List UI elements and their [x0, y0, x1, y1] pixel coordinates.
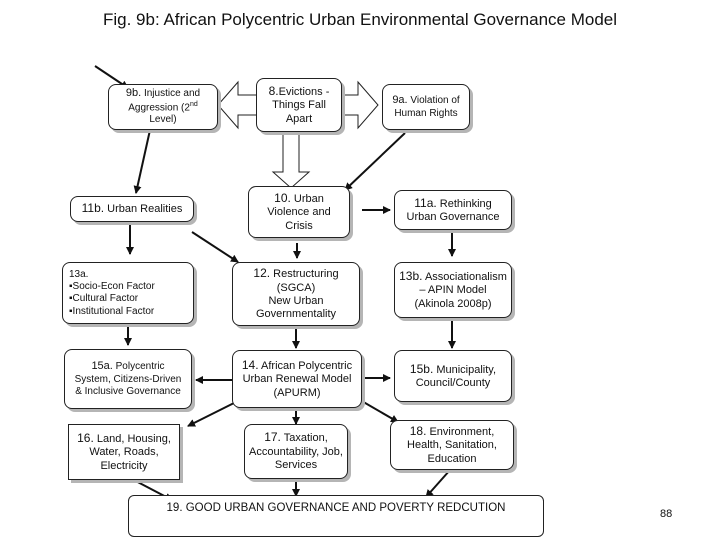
- node-8-text2: Things Fall Apart: [272, 99, 326, 125]
- node-18-text: Environment, Health, Sanitation, Education: [407, 425, 497, 465]
- node-9b-text2: Level): [149, 114, 177, 126]
- node-13b-text: Associationalism: [424, 270, 507, 283]
- node-14-num: 14.: [241, 357, 259, 372]
- node-9b-text: Injustice and Aggression (2: [128, 88, 201, 114]
- node-9a-text: Violation of Human Rights: [394, 95, 460, 119]
- figure-title: Fig. 9b: African Polycentric Urban Environmental Governance Model: [102, 10, 618, 29]
- node-15b-text: Municipality, Council/County: [415, 363, 497, 389]
- node-19-text: GOOD URBAN GOVERNANCE AND POVERTY REDCUTION: [185, 502, 506, 514]
- node-17-text: Taxation, Accountability, Job, Services: [249, 432, 343, 472]
- arrow-18-19: [426, 470, 450, 497]
- arrow-11b-12: [192, 232, 238, 262]
- node-14-text: African Polycentric Urban Renewal Model (APURM): [242, 359, 353, 399]
- node-11a-num: 11a.: [414, 195, 437, 210]
- node-13b-text2: – APIN Model: [419, 284, 487, 297]
- node-10-num: 10.: [274, 190, 291, 205]
- node-8-num: 8.: [268, 83, 279, 98]
- node-8-text: Evictions -: [278, 85, 330, 98]
- node-15a-num: 15a.: [91, 360, 113, 373]
- node-12-text3: New Urban Governmentality: [255, 295, 337, 321]
- node-9b-sup: nd: [189, 100, 198, 108]
- hollow-down-arrow: [273, 128, 309, 188]
- node-15a-text: Polycentric System, Citizens-Driven & Inclusive Governance: [74, 361, 182, 397]
- node-15a: [64, 349, 192, 409]
- node-13b-text3: (Akinola 2008p): [414, 297, 492, 310]
- node-12-text2: (SGCA): [276, 281, 316, 294]
- node-13a-item-3: ▪Institutional Factor: [69, 305, 155, 317]
- node-16-num: 16.: [77, 430, 94, 445]
- page-number: 88: [660, 508, 673, 520]
- node-9b-num: 9b.: [125, 87, 142, 100]
- node-18: [390, 420, 514, 470]
- node-15b-num: 15b.: [409, 361, 434, 376]
- node-17: [244, 424, 348, 479]
- arrow-14-18: [360, 400, 398, 422]
- node-13a: [62, 262, 194, 324]
- node-10-text: Urban Violence and Crisis: [267, 192, 331, 232]
- node-11a-text: Rethinking Urban Governance: [406, 197, 500, 223]
- node-12: [232, 262, 360, 326]
- node-9a-num: 9a.: [392, 94, 408, 107]
- node-11b-text: Urban Realities: [107, 203, 183, 216]
- node-11a: [394, 190, 512, 230]
- node-16-text: Land, Housing, Water, Roads, Electricity: [89, 432, 171, 472]
- node-11b: [70, 196, 194, 222]
- node-8: [256, 78, 342, 132]
- node-12-num: 12.: [253, 266, 271, 281]
- node-14: [232, 350, 362, 408]
- node-13a-num: 13a.: [69, 269, 89, 280]
- node-11b-num: 11b.: [81, 201, 105, 216]
- arrow-9a-10: [345, 133, 405, 190]
- node-13b-num: 13b.: [399, 268, 423, 283]
- node-12-text: Restructuring: [273, 268, 339, 281]
- node-9b: [108, 84, 218, 130]
- node-16: [68, 424, 180, 480]
- node-13b: [394, 262, 512, 318]
- node-19-num: 19.: [166, 502, 183, 514]
- node-13a-item-1: ▪Socio-Econ Factor: [69, 281, 155, 293]
- node-17-num: 17.: [264, 430, 281, 445]
- node-13a-item-2: ▪Cultural Factor: [69, 293, 139, 305]
- node-19: [128, 495, 544, 537]
- node-15b: [394, 350, 512, 402]
- node-10: [248, 186, 350, 238]
- node-9a: [382, 84, 470, 130]
- node-18-num: 18.: [409, 423, 427, 438]
- arrow-9b-11b: [136, 130, 150, 193]
